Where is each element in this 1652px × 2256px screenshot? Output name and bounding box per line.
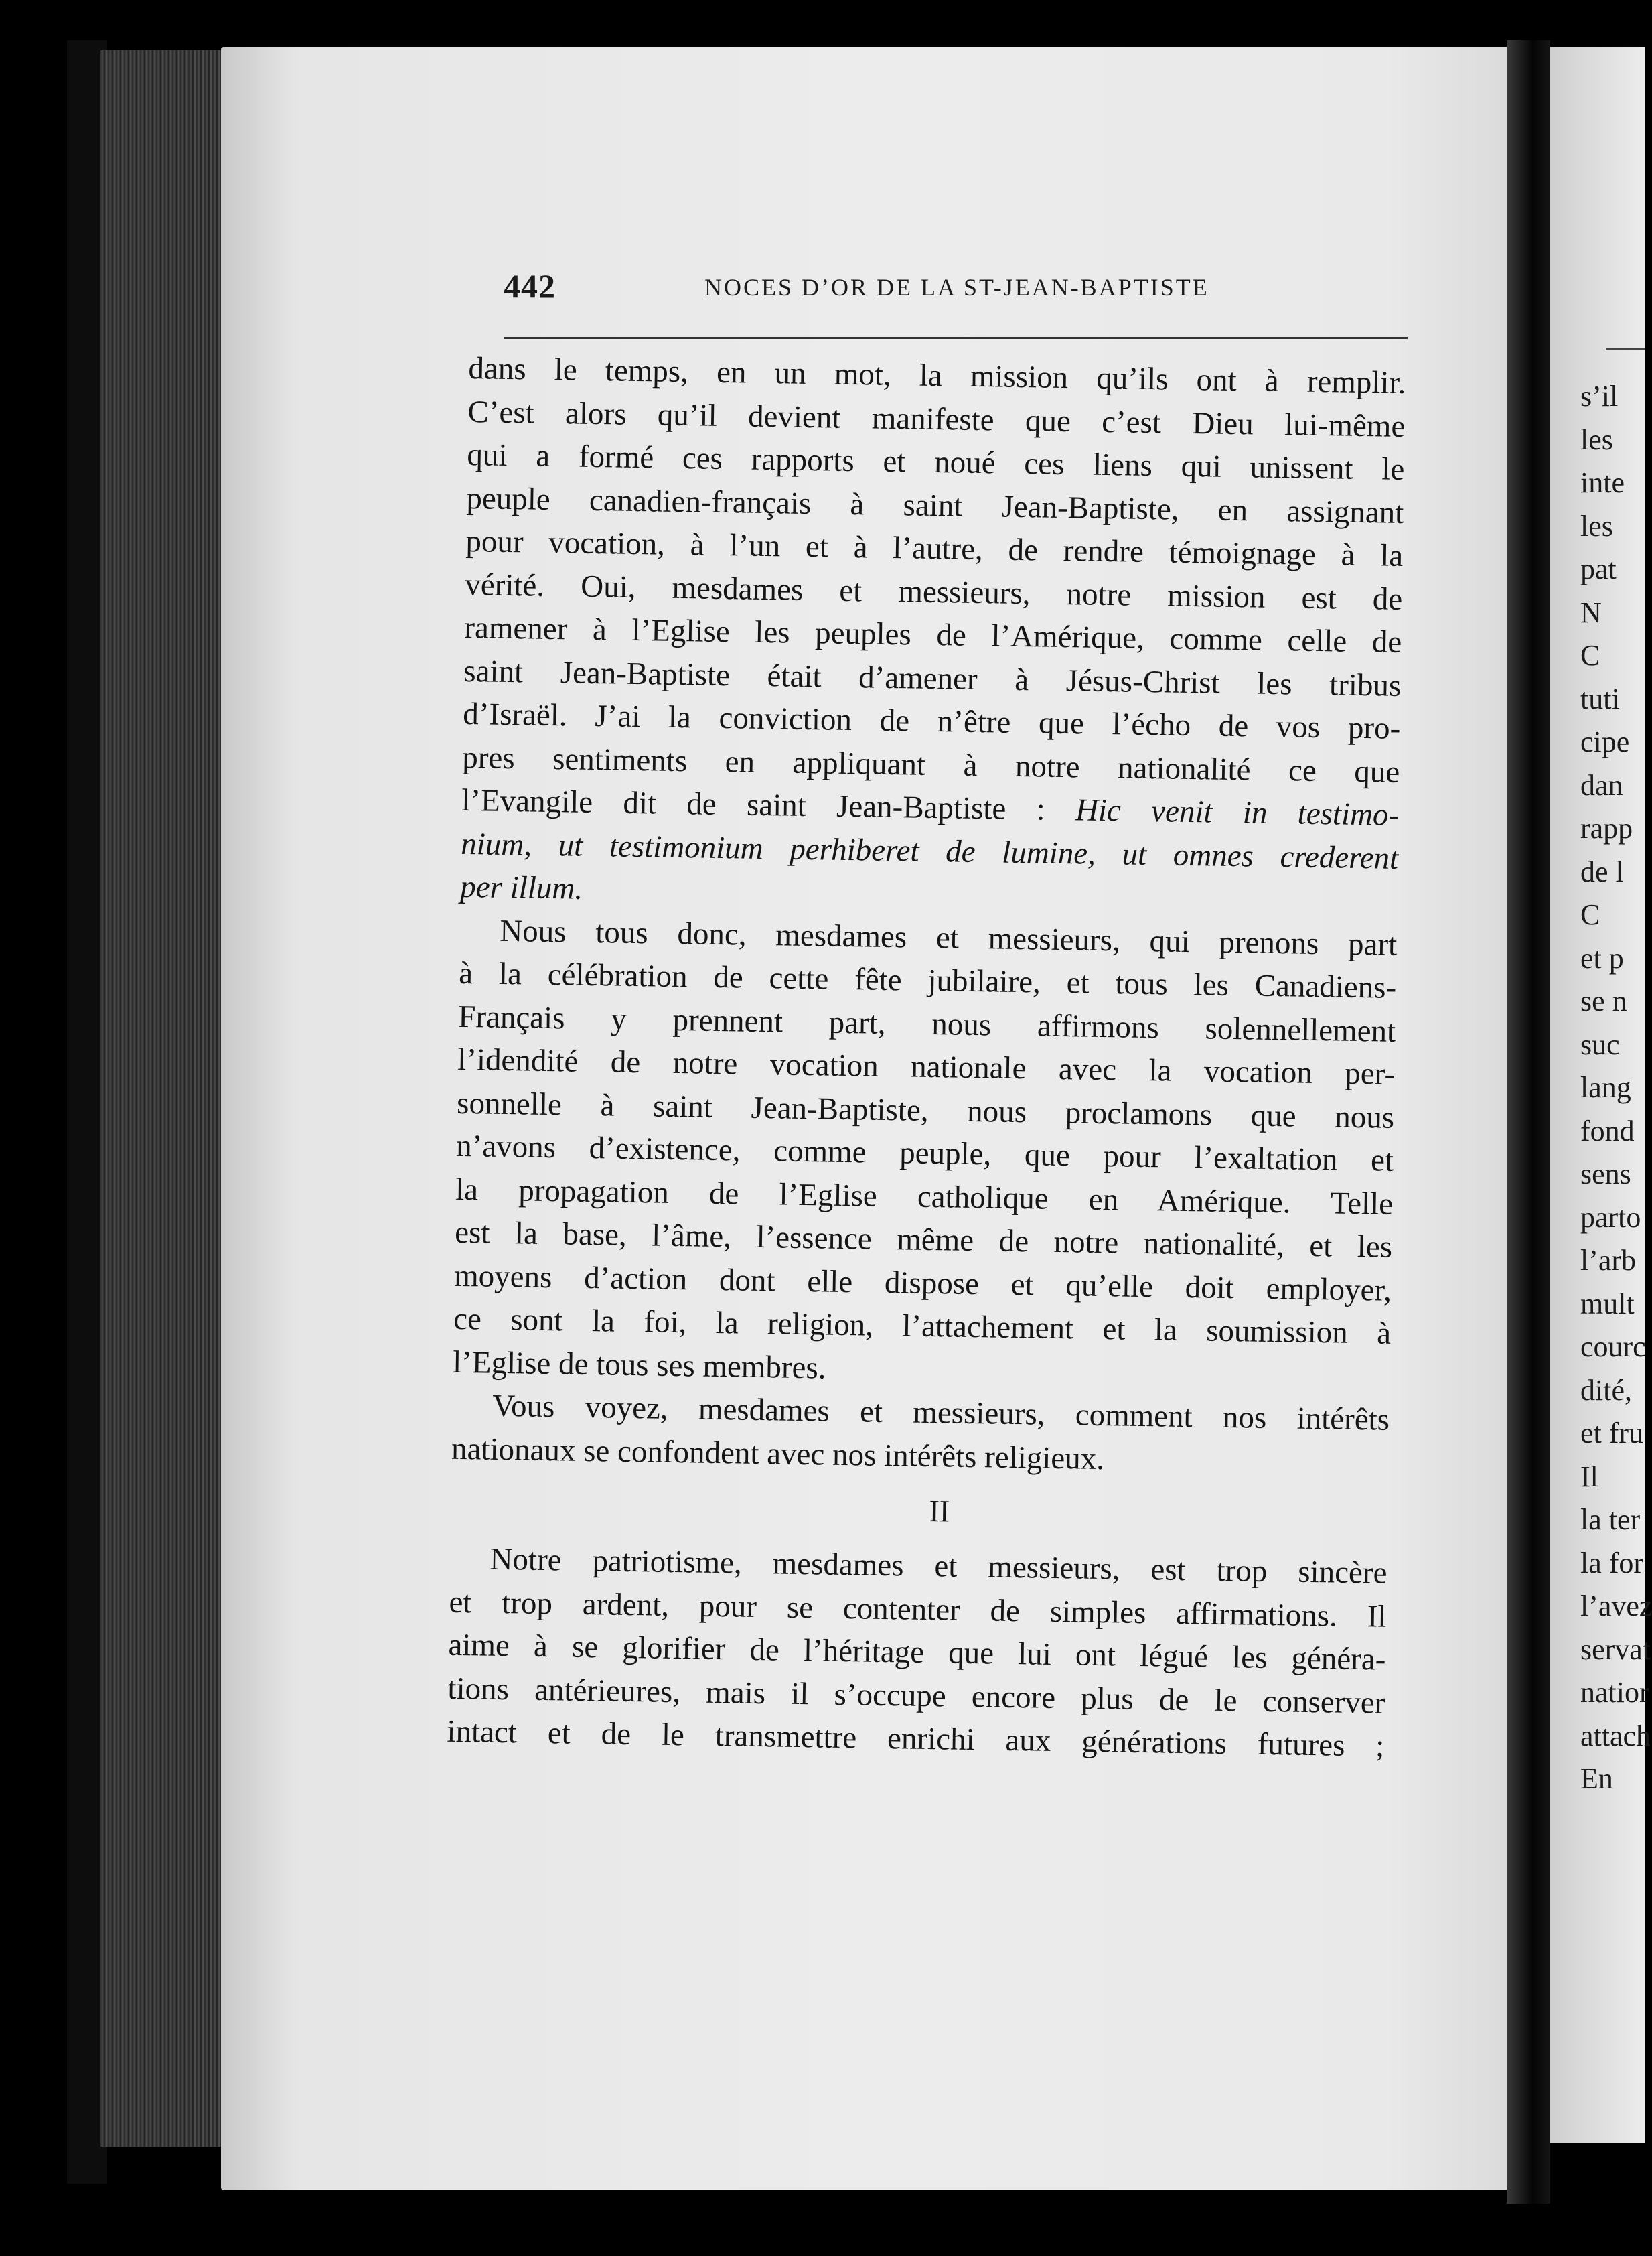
paragraph-3 (451, 1384, 1390, 1485)
text-line: et trop ardent, pour se contenter de simples affirmations. Il (449, 1584, 1387, 1634)
paragraph-2 (453, 908, 1398, 1398)
facing-page-fragment: inte (1580, 466, 1625, 499)
facing-page-fragment: s’il (1580, 380, 1619, 413)
latin-quote: Hic venit in testimo- (1075, 792, 1400, 833)
facing-page-fragment: mult (1580, 1287, 1635, 1320)
facing-page-fragment: natior (1580, 1676, 1649, 1709)
text-line: nationaux se confondent avec nos intérêts religieux. (451, 1431, 1105, 1476)
text-line: qui a formé ces rapports et noué ces liens qui unissent le (467, 437, 1405, 487)
text-line: l’idendité de notre vocation nationale avec la vocation per- (457, 1042, 1396, 1092)
facing-page-fragment: fond (1580, 1114, 1635, 1147)
facing-page-fragment: parto (1580, 1200, 1641, 1234)
text-line: d’Israël. J’ai la conviction de n’être que l’écho de vos pro- (462, 696, 1401, 746)
text-line: aime à se glorifier de l’héritage que lui ont légué les généra- (448, 1627, 1386, 1677)
facing-page-fragment: cipe (1580, 725, 1630, 758)
facing-page-fragment: dan (1580, 768, 1623, 802)
facing-page-fragment: l’avez (1580, 1590, 1652, 1622)
paragraph-4 (447, 1537, 1387, 1768)
book-page-edges (100, 50, 221, 2147)
text-line: C’est alors qu’il devient manifeste que c’est Dieu lui-même (467, 394, 1406, 444)
text-line: n’avons d’existence, comme peuple, que pour l’exaltation et (455, 1128, 1394, 1178)
text-line: dans le temps, en un mot, la mission qu’ils ont à remplir. (468, 350, 1406, 401)
facing-page-fragment: tuti (1580, 682, 1620, 715)
facing-page-fragment: attach (1580, 1719, 1651, 1752)
facing-page-fragment: l’arb (1580, 1244, 1637, 1277)
text-line: sonnelle à saint Jean-Baptiste, nous proclamons que nous (456, 1085, 1395, 1135)
facing-page-fragment: la ter (1580, 1503, 1641, 1536)
facing-page-fragment: la for (1580, 1546, 1644, 1579)
facing-page-fragment: servat (1580, 1632, 1651, 1666)
text-line: vérité. Oui, mesdames et messieurs, notre mission est de (465, 567, 1403, 617)
page-body (447, 347, 1406, 1768)
facing-page-fragment: les (1580, 423, 1613, 456)
page-number: 442 (504, 267, 556, 305)
facing-page-fragment: C (1580, 639, 1600, 672)
text-line: l’Eglise de tous ses membres. (452, 1344, 826, 1386)
facing-page-fragment: N (1580, 595, 1602, 629)
text-line: pour vocation, à l’un et à l’autre, de rendre témoignage à la (465, 523, 1404, 573)
text-line: saint Jean-Baptiste était d’amener à Jésus-Christ les tribus (463, 653, 1402, 703)
facing-page-fragment: courc (1580, 1330, 1646, 1363)
facing-page-fragment: suc (1580, 1028, 1620, 1061)
facing-page-fragment: se n (1580, 985, 1627, 1017)
facing-page-fragment: lang (1580, 1071, 1631, 1104)
book-gutter (1507, 40, 1550, 2204)
facing-page-fragment: C (1580, 898, 1600, 931)
facing-page-fragment: pat (1580, 553, 1617, 585)
facing-page-fragment: dité, (1580, 1373, 1632, 1407)
text-line: pres sentiments en appliquant à notre nationalité ce que (461, 739, 1400, 790)
text-line: Français y prennent part, nous affirmons solennellement (457, 999, 1396, 1049)
facing-page-fragment: Il (1580, 1460, 1598, 1493)
text-line: peuple canadien-français à saint Jean-Baptiste, en assignant (466, 480, 1404, 531)
text-line: est la base, l’âme, l’essence même de notre nationalité, et les (454, 1214, 1393, 1265)
text-line-start: l’Evangile dit de saint Jean-Baptiste : (461, 782, 1046, 827)
running-title: NOCES D’OR DE LA ST-JEAN-BAPTISTE (704, 274, 1209, 301)
facing-page-rule (1606, 348, 1645, 350)
facing-page-fragment: sens (1580, 1157, 1631, 1190)
facing-page-fragment: de l (1580, 855, 1624, 888)
facing-page-fragment: les (1580, 509, 1613, 543)
facing-page-fragment: rapp (1580, 812, 1633, 845)
facing-page-fragment: et p (1580, 941, 1624, 975)
text-line: moyens d’action dont elle dispose et qu’elle doit employer, (453, 1258, 1392, 1308)
text-line: Nous tous donc, mesdames et messieurs, qui prenons part (499, 913, 1398, 963)
text-line: Notre patriotisme, mesdames et messieurs, est trop sincère (490, 1541, 1387, 1591)
facing-page-text (1580, 375, 1652, 1801)
text-line: Vous voyez, mesdames et messieurs, comment nos intérêts (492, 1388, 1390, 1437)
text-line: ramener à l’Eglise les peuples de l’Amérique, comme celle de (464, 610, 1402, 660)
latin-quote: nium, ut testimonium perhiberet de lumine, ut omnes crederent (460, 826, 1399, 876)
text-line: tions antérieures, mais il s’occupe encore plus de le conserver (447, 1671, 1385, 1721)
latin-quote: per illum. (459, 869, 583, 906)
text-line: la propagation de l’Eglise catholique en Amérique. Telle (455, 1172, 1394, 1222)
header-rule (504, 337, 1408, 339)
text-line: à la célébration de cette fête jubilaire, et tous les Canadiens- (458, 955, 1397, 1005)
text-line: ce sont la foi, la religion, l’attachement et la soumission à (453, 1301, 1392, 1351)
paragraph-1 (460, 347, 1406, 923)
facing-page-fragment: En (1580, 1762, 1613, 1795)
page-header (504, 267, 1408, 313)
facing-page-fragment: et fru (1580, 1417, 1644, 1450)
text-line: intact et de le transmettre enrichi aux générations futures ; (447, 1713, 1385, 1764)
section-heading: II (929, 1494, 950, 1529)
